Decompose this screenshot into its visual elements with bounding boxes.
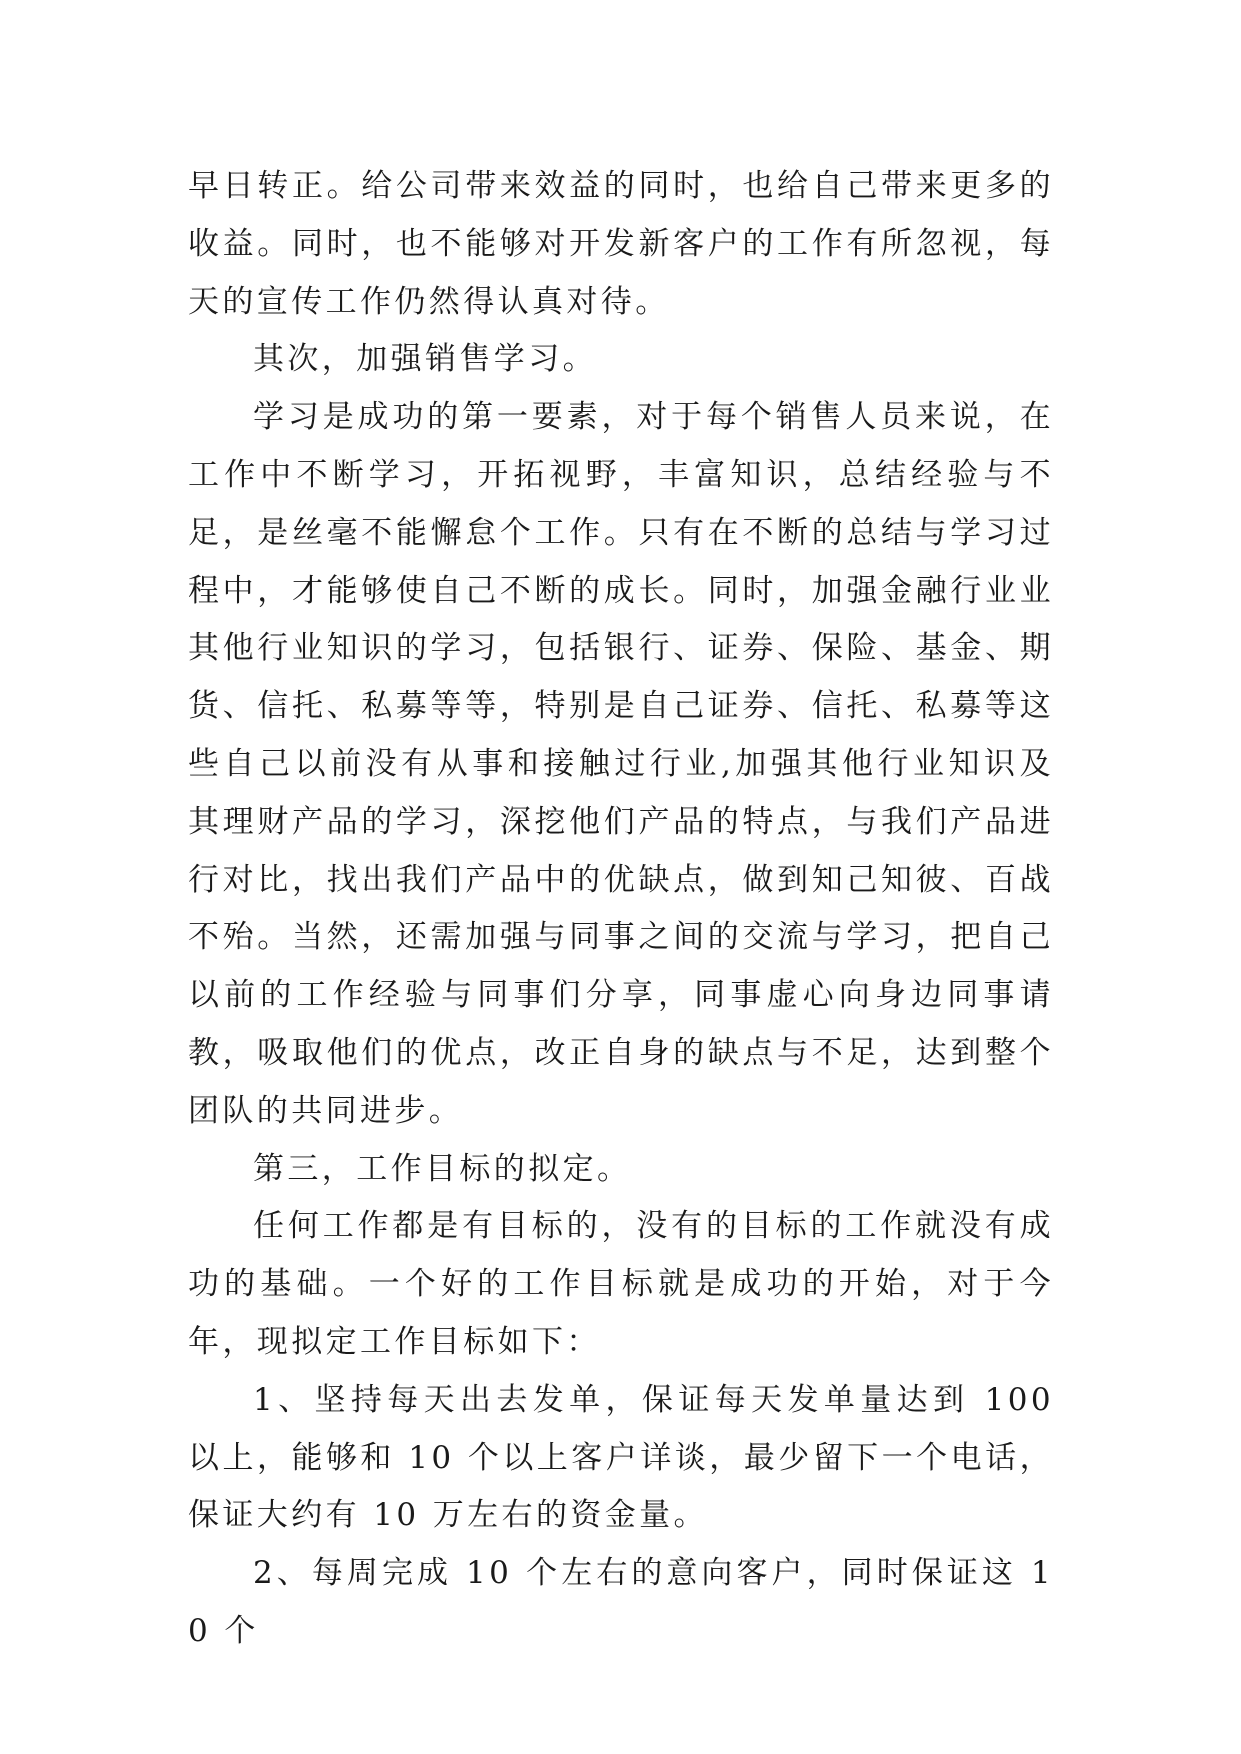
section-heading-sales-learning: 其次，加强销售学习。 <box>253 341 597 378</box>
section-heading-goals: 第三，工作目标的拟定。 <box>253 1150 632 1187</box>
list-item-goal-1: 1、坚持每天出去发单，保证每天发单量达到 100 以上，能够和 10 个以上客户详谈，最少留下一个电话，保证大约有 10 万左右的资金量。 <box>188 1381 1054 1534</box>
paragraph-continuation: 早日转正。给公司带来效益的同时，也给自己带来更多的收益。同时，也不能够对开发新客户的工作有所忽视，每天的宣传工作仍然得认真对待。 <box>188 168 1054 320</box>
document-page <box>188 158 1054 1661</box>
paragraph-goals-intro: 任何工作都是有目标的，没有的目标的工作就没有成功的基础。一个好的工作目标就是成功的开始，对于今年，现拟定工作目标如下： <box>188 1208 1054 1360</box>
paragraph-learning: 学习是成功的第一要素，对于每个销售人员来说，在工作中不断学习，开拓视野，丰富知识，总结经验与不足，是丝毫不能懈怠个工作。只有在不断的总结与学习过程中，才能够使自己不断的成长。同时，加强金融行业业其他行业知识的学习，包括银行、证券、保险、基金、期货、信托、私募等等，特别是自己证券、信托、私募等这些自己以前没有从事和接触过行业,加强其他行业知识及其理财产品的学习，深挖他们产品的特点，与我们产品进行对比，找出我们产品中的优缺点，做到知己知彼、百战不殆。当然，还需加强与同事之间的交流与学习，把自己以前的工作经验与同事们分享，同事虚心向身边同事请教，吸取他们的优点，改正自身的缺点与不足，达到整个团队的共同进步。 <box>188 399 1054 1129</box>
list-item-goal-2: 2、每周完成 10 个左右的意向客户，同时保证这 10 个 <box>188 1555 1054 1649</box>
